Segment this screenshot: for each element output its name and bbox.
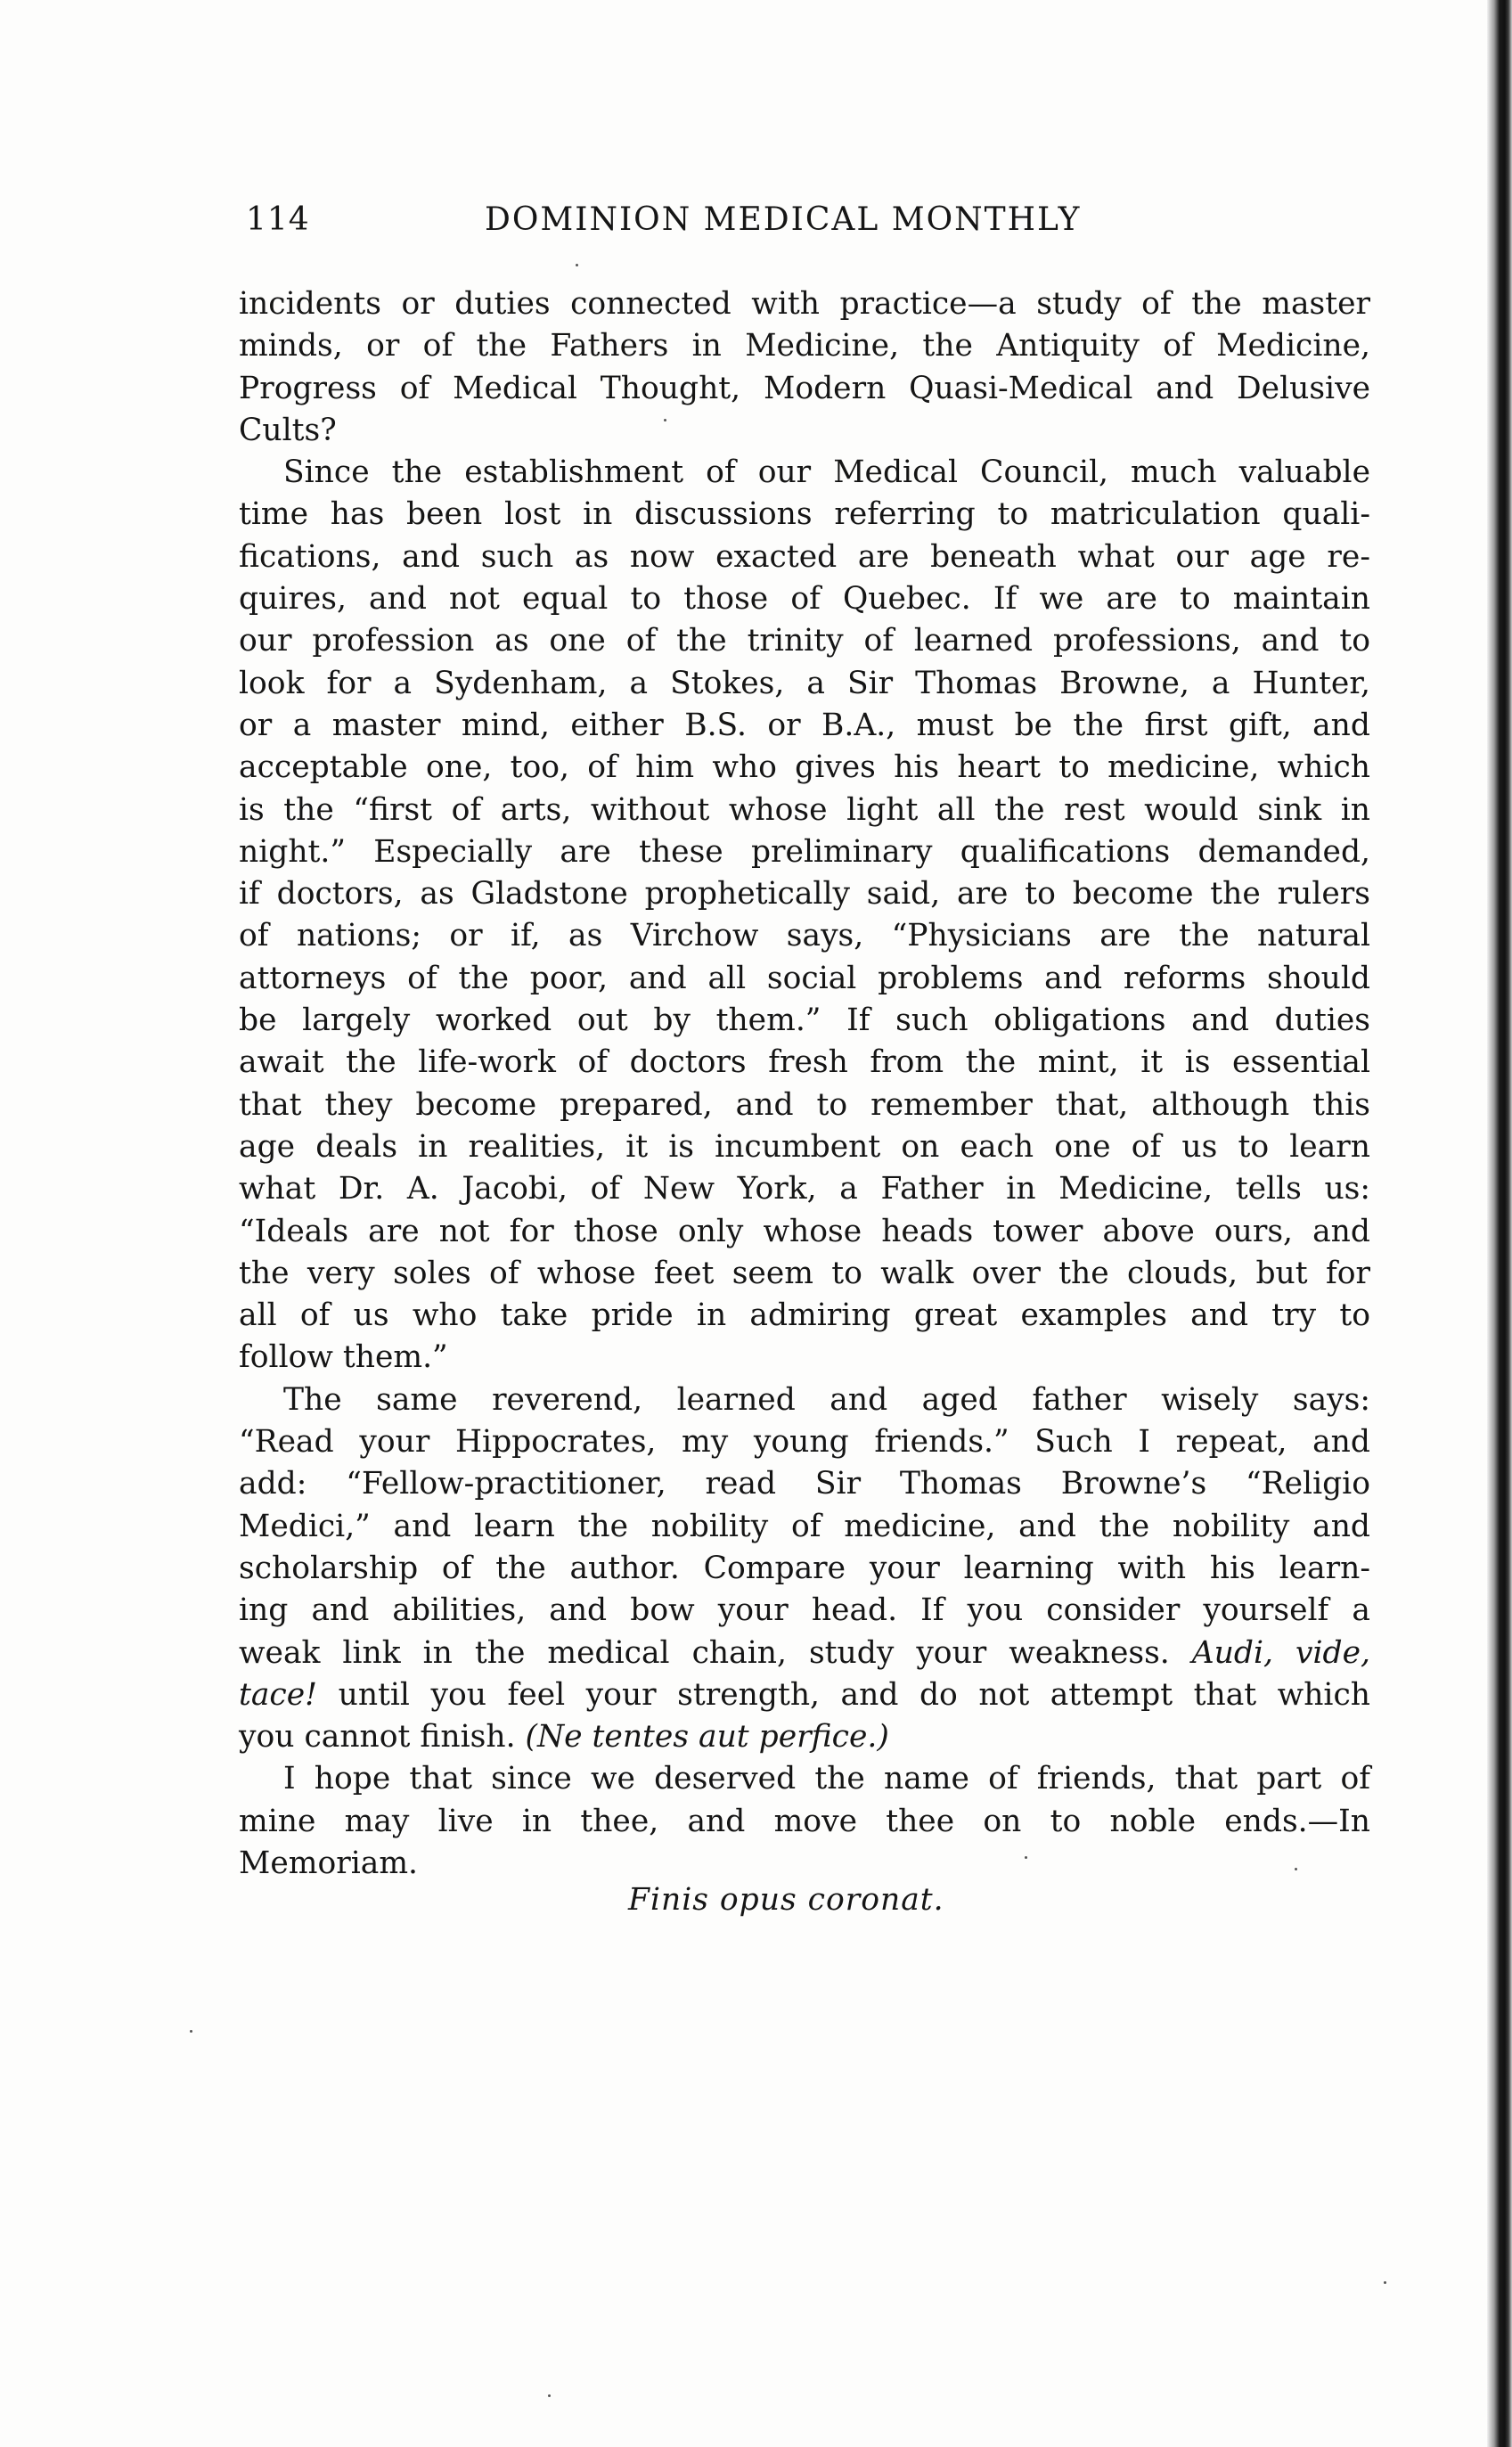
print-speck <box>1025 1856 1027 1859</box>
text-line: “Ideals are not for those only whose heads tower above ours, and <box>239 1213 1370 1249</box>
text-line: look for a Sydenham, a Stokes, a Sir Thomas Browne, a Hunter, <box>239 665 1370 701</box>
text-line: mine may live in thee, and move thee on to noble ends.—In <box>239 1803 1370 1839</box>
running-title: DOMINION MEDICAL MONTHLY <box>485 201 1082 238</box>
print-speck <box>1295 1868 1297 1870</box>
print-speck <box>576 264 578 266</box>
text-line: be largely worked out by them.” If such obligations and duties <box>239 1003 1370 1039</box>
print-speck <box>664 419 666 421</box>
print-speck <box>548 2394 551 2397</box>
text-line <box>239 1716 1370 1758</box>
text-line: Progress of Medical Thought, Modern Quasi-Medical and Delusive <box>239 370 1370 406</box>
text-line: night.” Especially are these preliminary qualifications demanded, <box>239 833 1370 870</box>
text-line: the very soles of whose feet seem to walk over the clouds, but for <box>239 1255 1370 1291</box>
print-speck <box>1384 2281 1386 2284</box>
text-line: add: “Fellow-practitioner, read Sir Thomas Browne’s “Religio <box>239 1466 1370 1502</box>
text-line: if doctors, as Gladstone prophetically said, are to become the rulers <box>239 876 1370 913</box>
text-line: our profession as one of the trinity of learned professions, and to <box>239 623 1370 659</box>
page-header <box>246 201 1137 248</box>
text-line: acceptable one, too, of him who gives his heart to medicine, which <box>239 749 1370 786</box>
italic-phrase: Audi, vide, <box>1191 1634 1370 1671</box>
text-line: ing and abilities, and bow your head. If you consider yourself a <box>239 1592 1370 1629</box>
body-text <box>239 283 1370 1885</box>
text-segment: until you feel your strength, and do not attempt that which <box>338 1676 1371 1713</box>
page-binding-edge <box>1487 0 1512 2447</box>
text-line: attorneys of the poor, and all social problems and reforms should <box>239 960 1370 996</box>
text-line: The same reverend, learned and aged father wisely says: <box>283 1381 1370 1418</box>
print-speck <box>190 2030 192 2033</box>
italic-phrase: tace! <box>239 1676 318 1713</box>
text-line: Since the establishment of our Medical Council, much valuable <box>283 454 1370 491</box>
text-line: follow them.” <box>239 1339 448 1376</box>
text-line: I hope that since we deserved the name of friends, that part of <box>283 1761 1370 1797</box>
text-line: fications, and such as now exacted are beneath what our age re- <box>239 538 1370 575</box>
text-line <box>239 1633 1370 1674</box>
text-line: Memoriam. <box>239 1845 419 1881</box>
text-line: minds, or of the Fathers in Medicine, the Antiquity of Medicine, <box>239 328 1370 364</box>
text-line: what Dr. A. Jacobi, of New York, a Father in Medicine, tells us: <box>239 1171 1370 1207</box>
text-line: time has been lost in discussions referring to matriculation quali- <box>239 496 1370 533</box>
text-line <box>239 1674 1370 1716</box>
text-line: Cults? <box>239 412 337 448</box>
text-line: that they become prepared, and to remember that, although this <box>239 1086 1370 1123</box>
text-line: age deals in realities, it is incumbent on each one of us to learn <box>239 1128 1370 1165</box>
text-line: is the “first of arts, without whose light all the rest would sink in <box>239 791 1370 828</box>
text-line: scholarship of the author. Compare your learning with his learn- <box>239 1550 1370 1586</box>
italic-phrase: (Ne tentes aut perfice.) <box>525 1719 889 1755</box>
text-segment: you cannot finish. <box>239 1719 516 1755</box>
text-line: await the life-work of doctors fresh from the mint, it is essential <box>239 1044 1370 1081</box>
text-line: or a master mind, either B.S. or B.A., must be the first gift, and <box>239 707 1370 743</box>
text-line: “Read your Hippocrates, my young friends.” Such I repeat, and <box>239 1424 1370 1461</box>
text-line: of nations; or if, as Virchow says, “Physicians are the natural <box>239 918 1370 954</box>
page-number: 114 <box>246 201 310 238</box>
text-line: incidents or duties connected with practice—a study of the master <box>239 286 1370 322</box>
text-line: quires, and not equal to those of Quebec. If we are to maintain <box>239 581 1370 618</box>
text-line: all of us who take pride in admiring great examples and try to <box>239 1297 1370 1334</box>
text-segment: weak link in the medical chain, study your weakness. <box>239 1634 1170 1671</box>
text-line: Medici,” and learn the nobility of medicine, and the nobility and <box>239 1508 1370 1544</box>
closing-motto: Finis opus coronat. <box>628 1882 944 1918</box>
